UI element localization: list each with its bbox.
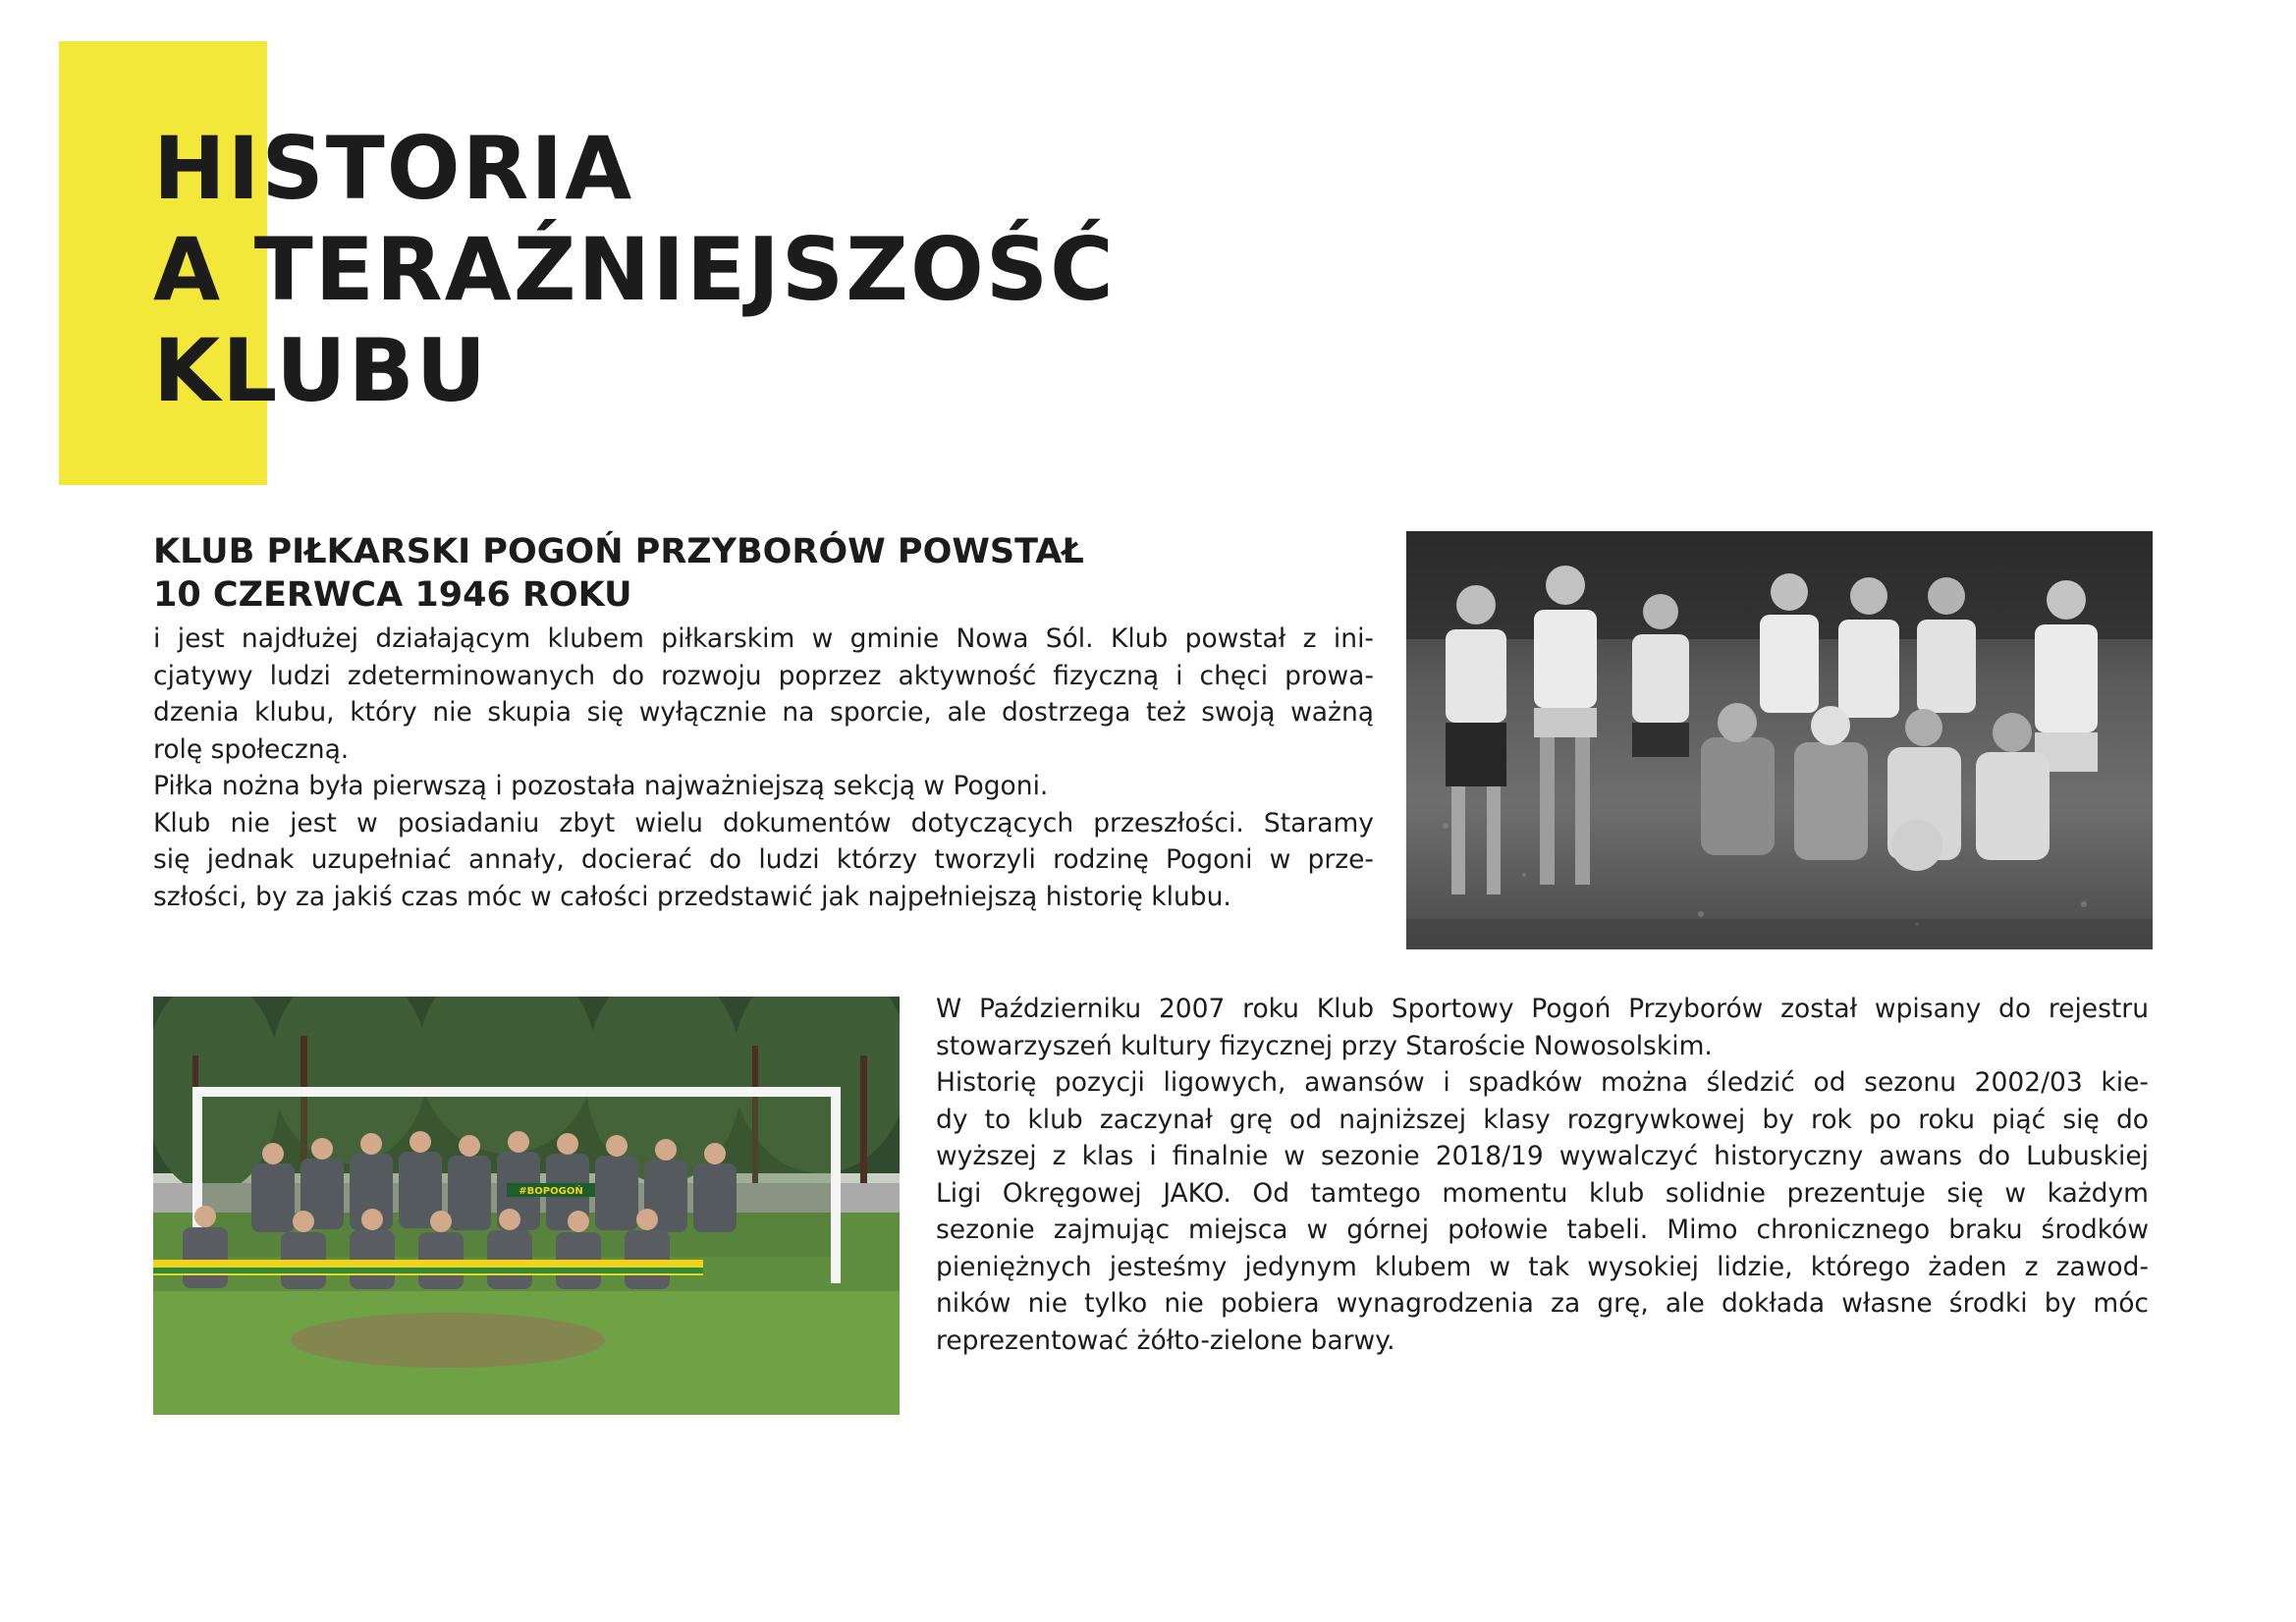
page-title <box>153 118 1116 421</box>
text-line: dzenia klubu, który nie skupia się wyłącznie na sporcie, ale dostrzega też swoją ważną <box>153 697 1374 728</box>
text-line: Ligi Okręgowej JAKO. Od tamtego momentu klub solidnie prezentuje się w każdym <box>936 1177 2149 1209</box>
text-line: W Październiku 2007 roku Klub Sportowy Pogoń Przyborów został wpisany do rejestru <box>936 994 2149 1024</box>
current-team-photo <box>153 997 900 1415</box>
heading-line: 10 CZERWCA 1946 ROKU <box>153 575 632 615</box>
text-line: się jednak uzupełniać annały, docierać do ludzi którzy tworzyli rodzinę Pogoni w prze- <box>153 844 1374 875</box>
heading-line: KLUB PIŁKARSKI POGOŃ PRZYBORÓW POWSTAŁ <box>153 532 1084 571</box>
intro-paragraph <box>153 621 1374 915</box>
text-line: cjatywy ludzi zdeterminowanych do rozwoju poprzez aktywność fizyczną i chęci prowa- <box>153 660 1374 691</box>
text-line: ników nie tylko nie pobiera wynagrodzenia za grę, ale dokłada własne środki by móc <box>936 1288 2149 1319</box>
scarf-text: #BOPOGOŃ <box>519 1186 583 1197</box>
text-line: sezonie zajmując miejsca w górnej połowie tabeli. Mimo chronicznego braku środków <box>936 1215 2149 1245</box>
title-line: HISTORIA <box>153 118 634 219</box>
text-line: wyższej z klas i finalnie w sezonie 2018/19 wywalczyć historyczny awans do Lubuskiej <box>936 1141 2149 1171</box>
text-line: stowarzyszeń kultury fizycznej przy Staroście Nowosolskim. <box>936 1030 1713 1061</box>
text-line: Historię pozycji ligowych, awansów i spadków można śledzić od sezonu 2002/03 kie- <box>936 1067 2149 1098</box>
text-line: reprezentować żółto-zielone barwy. <box>936 1325 1395 1356</box>
text-line: dy to klub zaczynał grę od najniższej klasy rozgrywkowej by rok po roku piąć się do <box>936 1104 2149 1135</box>
text-line: rolę społeczną. <box>153 733 350 765</box>
text-line: i jest najdłużej działającym klubem piłkarskim w gminie Nowa Sól. Klub powstał z ini- <box>153 623 1374 654</box>
founding-heading <box>153 530 1084 617</box>
text-line: Klub nie jest w posiadaniu zbyt wielu dokumentów dotyczących przeszłości. Staramy <box>153 807 1374 838</box>
text-line: pieniężnych jesteśmy jedynym klubem w tak wysokiej lidzie, którego żaden z zawod- <box>936 1251 2149 1282</box>
historic-team-photo <box>1406 531 2153 949</box>
text-line: szłości, by za jakiś czas móc w całości przedstawić jak najpełniejszą historię klubu. <box>153 881 1231 912</box>
history-paragraph <box>936 991 2149 1359</box>
text-line: Piłka nożna była pierwszą i pozostała najważniejszą sekcją w Pogoni. <box>153 771 1049 801</box>
title-line: KLUBU <box>153 320 489 421</box>
title-line: A TERAŹNIEJSZOŚĆ <box>153 219 1116 320</box>
